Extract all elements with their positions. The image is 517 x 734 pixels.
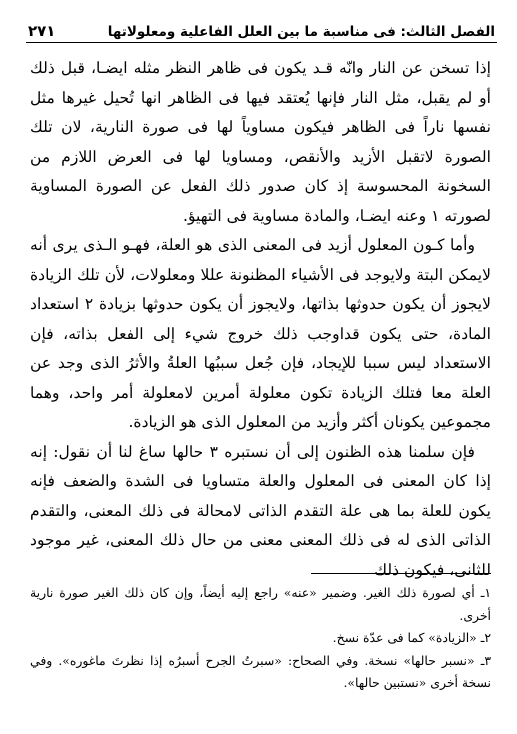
page-header	[28, 14, 495, 40]
footnotes	[30, 582, 491, 695]
paragraph-3: فإن سلمنا هذه الظنون إلى أن نستبره ٣ حالها ساغ لنا أن نقول: إنه إذا كان المعنى فى المعلول والعلة متساويا فى الشدة والضعف فإنه يكون للعلة بما هى علة التقدم الذاتى لامحالة فى ذلك المعنى، والتقدم الذاتى الذى له فى ذلك المعنى معنى من حال ذلك المعنى، غير موجود للثانى، فيكون ذلك	[30, 442, 491, 579]
paragraph-2: وأما كـون المعلول أزيد فى المعنى الذى هو العلة، فهـو الـذى يرى أنه لايمكن البتة ولايوجد فى الأشياء المظنونة عللا ومعلولات، لأن تلك الزيادة لايجوز أن يكون حدوثها بذاتها، ولايجوز أن يكون حدوثها بزيادة ٢ استعداد المادة، حتى يكون قداوجب ذلك خروج شيء إلى الفعل بذاته، فإن الاستعداد ليس سببا للإيجاد، فإن جُعل سببُها العلةُ والأثرُ الذى وجد عن العلة معا فتلك الزيادة تكون معلولة أمرين لامعلولة أمر واحد، وهما مجموعين يكونان أكثر وأزيد من المعلول الذى هو الزيادة.	[30, 236, 491, 431]
footnote-rule	[311, 573, 491, 574]
paragraph-1: إذا تسخن عن النار وانّه قـد يكون فى ظاهر النظر مثله ايضـا، قبل ذلك أو لم يقبل، مثل النار فإنها يُعتقد فيها فى الظاهر انها تُحيل غيرها مثل نفسها ناراً فى الظاهر فيكون مساوياً لها فى صورة النارية، لان تلك الصورة لاتقبل الأزيد والأنقص، ومساويا لها فى العرض اللازم من السخونة المحسوسة إذ كان صدور ذلك الفعل عن الصورة المساوية لصورته ١ وعنه ايضـا، والمادة مساوية فى التهيؤ.	[30, 59, 491, 225]
footnote-1: ١ـ أي لصورة ذلك الغير. وضمير «عنه» راجع إليه أيضاً، وإن كان ذلك الغير صورة نارية أخرى.	[30, 585, 491, 623]
footnote-2: ٢ـ «الزيادة» كما فى عدّة نسخ.	[332, 630, 491, 645]
footnote-3: ٣ـ «نسبر حالها» نسخة. وفي الصحاح: «سبرتُ الجرح أسبرُه إذا نظرتَ ماغوره». وفي نسخة أخرى «نستبين حالها».	[30, 652, 491, 690]
running-title: الفصل الثالث: فى مناسبة ما بين العلل الفاعلية ومعلولاتها	[107, 24, 495, 40]
main-text	[30, 54, 491, 585]
header-rule	[26, 42, 497, 43]
page-number: ٢٧١	[28, 22, 56, 40]
